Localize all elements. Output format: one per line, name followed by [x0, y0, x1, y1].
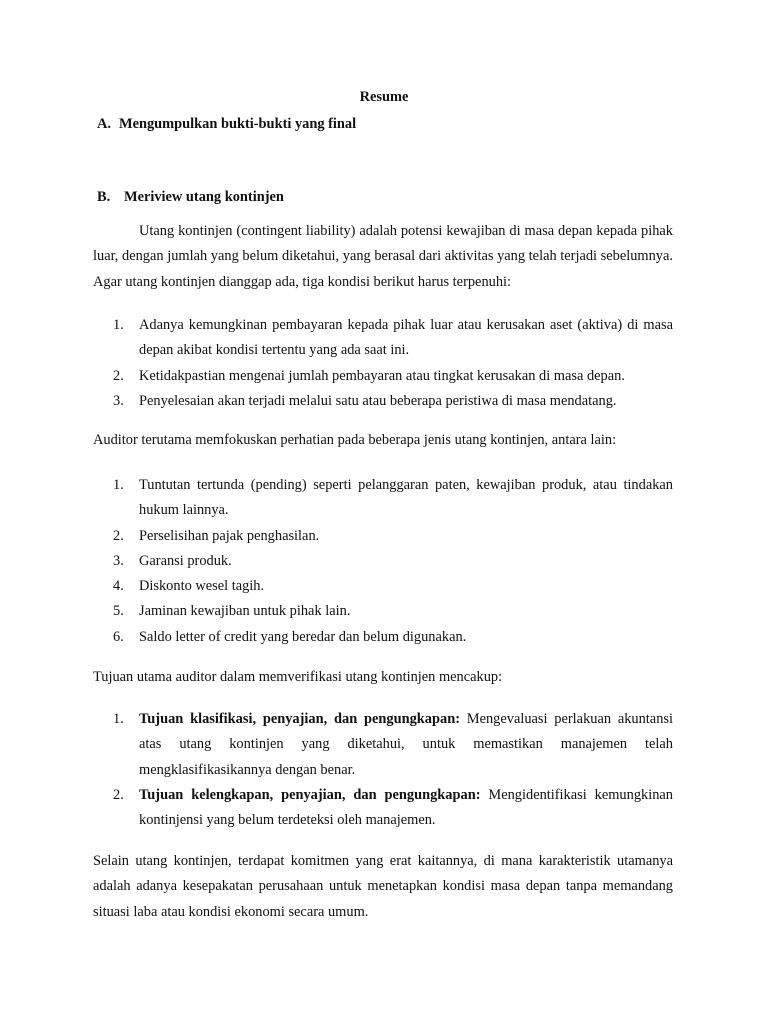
- section-b-text: Meriview utang kontinjen: [124, 189, 284, 205]
- list-item-text: Tuntutan tertunda (pending) seperti pelanggaran paten, kewajiban produk, atau tindakan hukum lainnya.: [139, 477, 673, 519]
- section-a-heading: [97, 115, 356, 133]
- list-item: [93, 599, 673, 624]
- list-number: 5.: [113, 603, 124, 620]
- list-item-text: Ketidakpastian mengenai jumlah pembayaran atau tingkat kerusakan di masa depan.: [139, 367, 625, 384]
- list-number: 2.: [113, 786, 124, 803]
- objective-title: Tujuan kelengkapan, penyajian, dan pengungkapan:: [139, 786, 481, 803]
- list-item: [93, 364, 673, 389]
- list-number: 3.: [113, 392, 124, 409]
- list-number: 1.: [113, 477, 124, 493]
- list-number: 1.: [113, 711, 124, 727]
- auditor-focus-paragraph: Auditor terutama memfokuskan perhatian pada beberapa jenis utang kontinjen, antara lain:: [93, 432, 617, 448]
- list-number: 3.: [113, 552, 124, 569]
- list-number: 1.: [113, 317, 124, 333]
- section-b-letter: B.: [97, 189, 111, 205]
- list-number: 6.: [113, 628, 124, 645]
- list-item-text: Saldo letter of credit yang beredar dan belum digunakan.: [139, 628, 467, 645]
- list-number: 4.: [113, 578, 124, 595]
- list-item: [93, 524, 673, 549]
- section-a-text: Mengumpulkan bukti-bukti yang final: [119, 116, 357, 132]
- list-item-text: Jaminan kewajiban untuk pihak lain.: [139, 603, 351, 620]
- section-b-heading: [97, 188, 284, 206]
- list-item: [93, 625, 673, 650]
- list-item-text: Perselisihan pajak penghasilan.: [139, 527, 320, 544]
- intro-paragraph: Utang kontinjen (contingent liability) adalah potensi kewajiban di masa depan kepada pihak luar, dengan jumlah yang belum diketahui, yang berasal dari aktivitas yang telah terjadi sebelumnya. Agar utang kontinjen dianggap ada, tiga kondisi berikut harus terpenuhi:: [93, 223, 673, 290]
- list-number: 2.: [113, 367, 124, 384]
- section-a-letter: A.: [97, 116, 111, 132]
- list-item: [93, 313, 673, 364]
- closing-paragraph: Selain utang kontinjen, terdapat komitmen yang erat kaitannya, di mana karakteristik utamanya adalah adanya kesepakatan perusahaan untuk menetapkan kondisi masa depan tanpa memandang situasi laba atau kondisi ekonomi secara umum.: [93, 853, 673, 920]
- list-item: [93, 783, 673, 834]
- conditions-list: [93, 313, 673, 414]
- list-item: [93, 574, 673, 599]
- list-item-text: Penyelesaian akan terjadi melalui satu atau beberapa peristiwa di masa mendatang.: [139, 392, 617, 409]
- list-item-text: Garansi produk.: [139, 552, 232, 569]
- document-title: Resume: [359, 89, 409, 105]
- objective-description: Mengevaluasi perlakuan akuntansi atas utang kontinjen yang diketahui, untuk memastikan manajemen telah mengklasifikasikannya dengan benar.: [139, 711, 673, 778]
- list-item: [93, 473, 673, 524]
- list-item: [93, 389, 673, 414]
- objectives-list: [93, 707, 673, 833]
- list-item: [93, 549, 673, 574]
- list-item: [93, 707, 673, 783]
- list-item-text: Adanya kemungkinan pembayaran kepada pihak luar atau kerusakan aset (aktiva) di masa depan akibat kondisi tertentu yang ada saat ini.: [139, 317, 673, 359]
- objectives-intro-paragraph: Tujuan utama auditor dalam memverifikasi utang kontinjen mencakup:: [93, 669, 503, 685]
- list-number: 2.: [113, 527, 124, 544]
- objective-description: Mengidentifikasi kemungkinan kontinjensi yang belum terdeteksi oleh manajemen.: [139, 786, 673, 829]
- list-item-text: Diskonto wesel tagih.: [139, 578, 265, 595]
- objective-title: Tujuan klasifikasi, penyajian, dan pengungkapan:: [139, 711, 460, 727]
- contingency-types-list: [93, 473, 673, 650]
